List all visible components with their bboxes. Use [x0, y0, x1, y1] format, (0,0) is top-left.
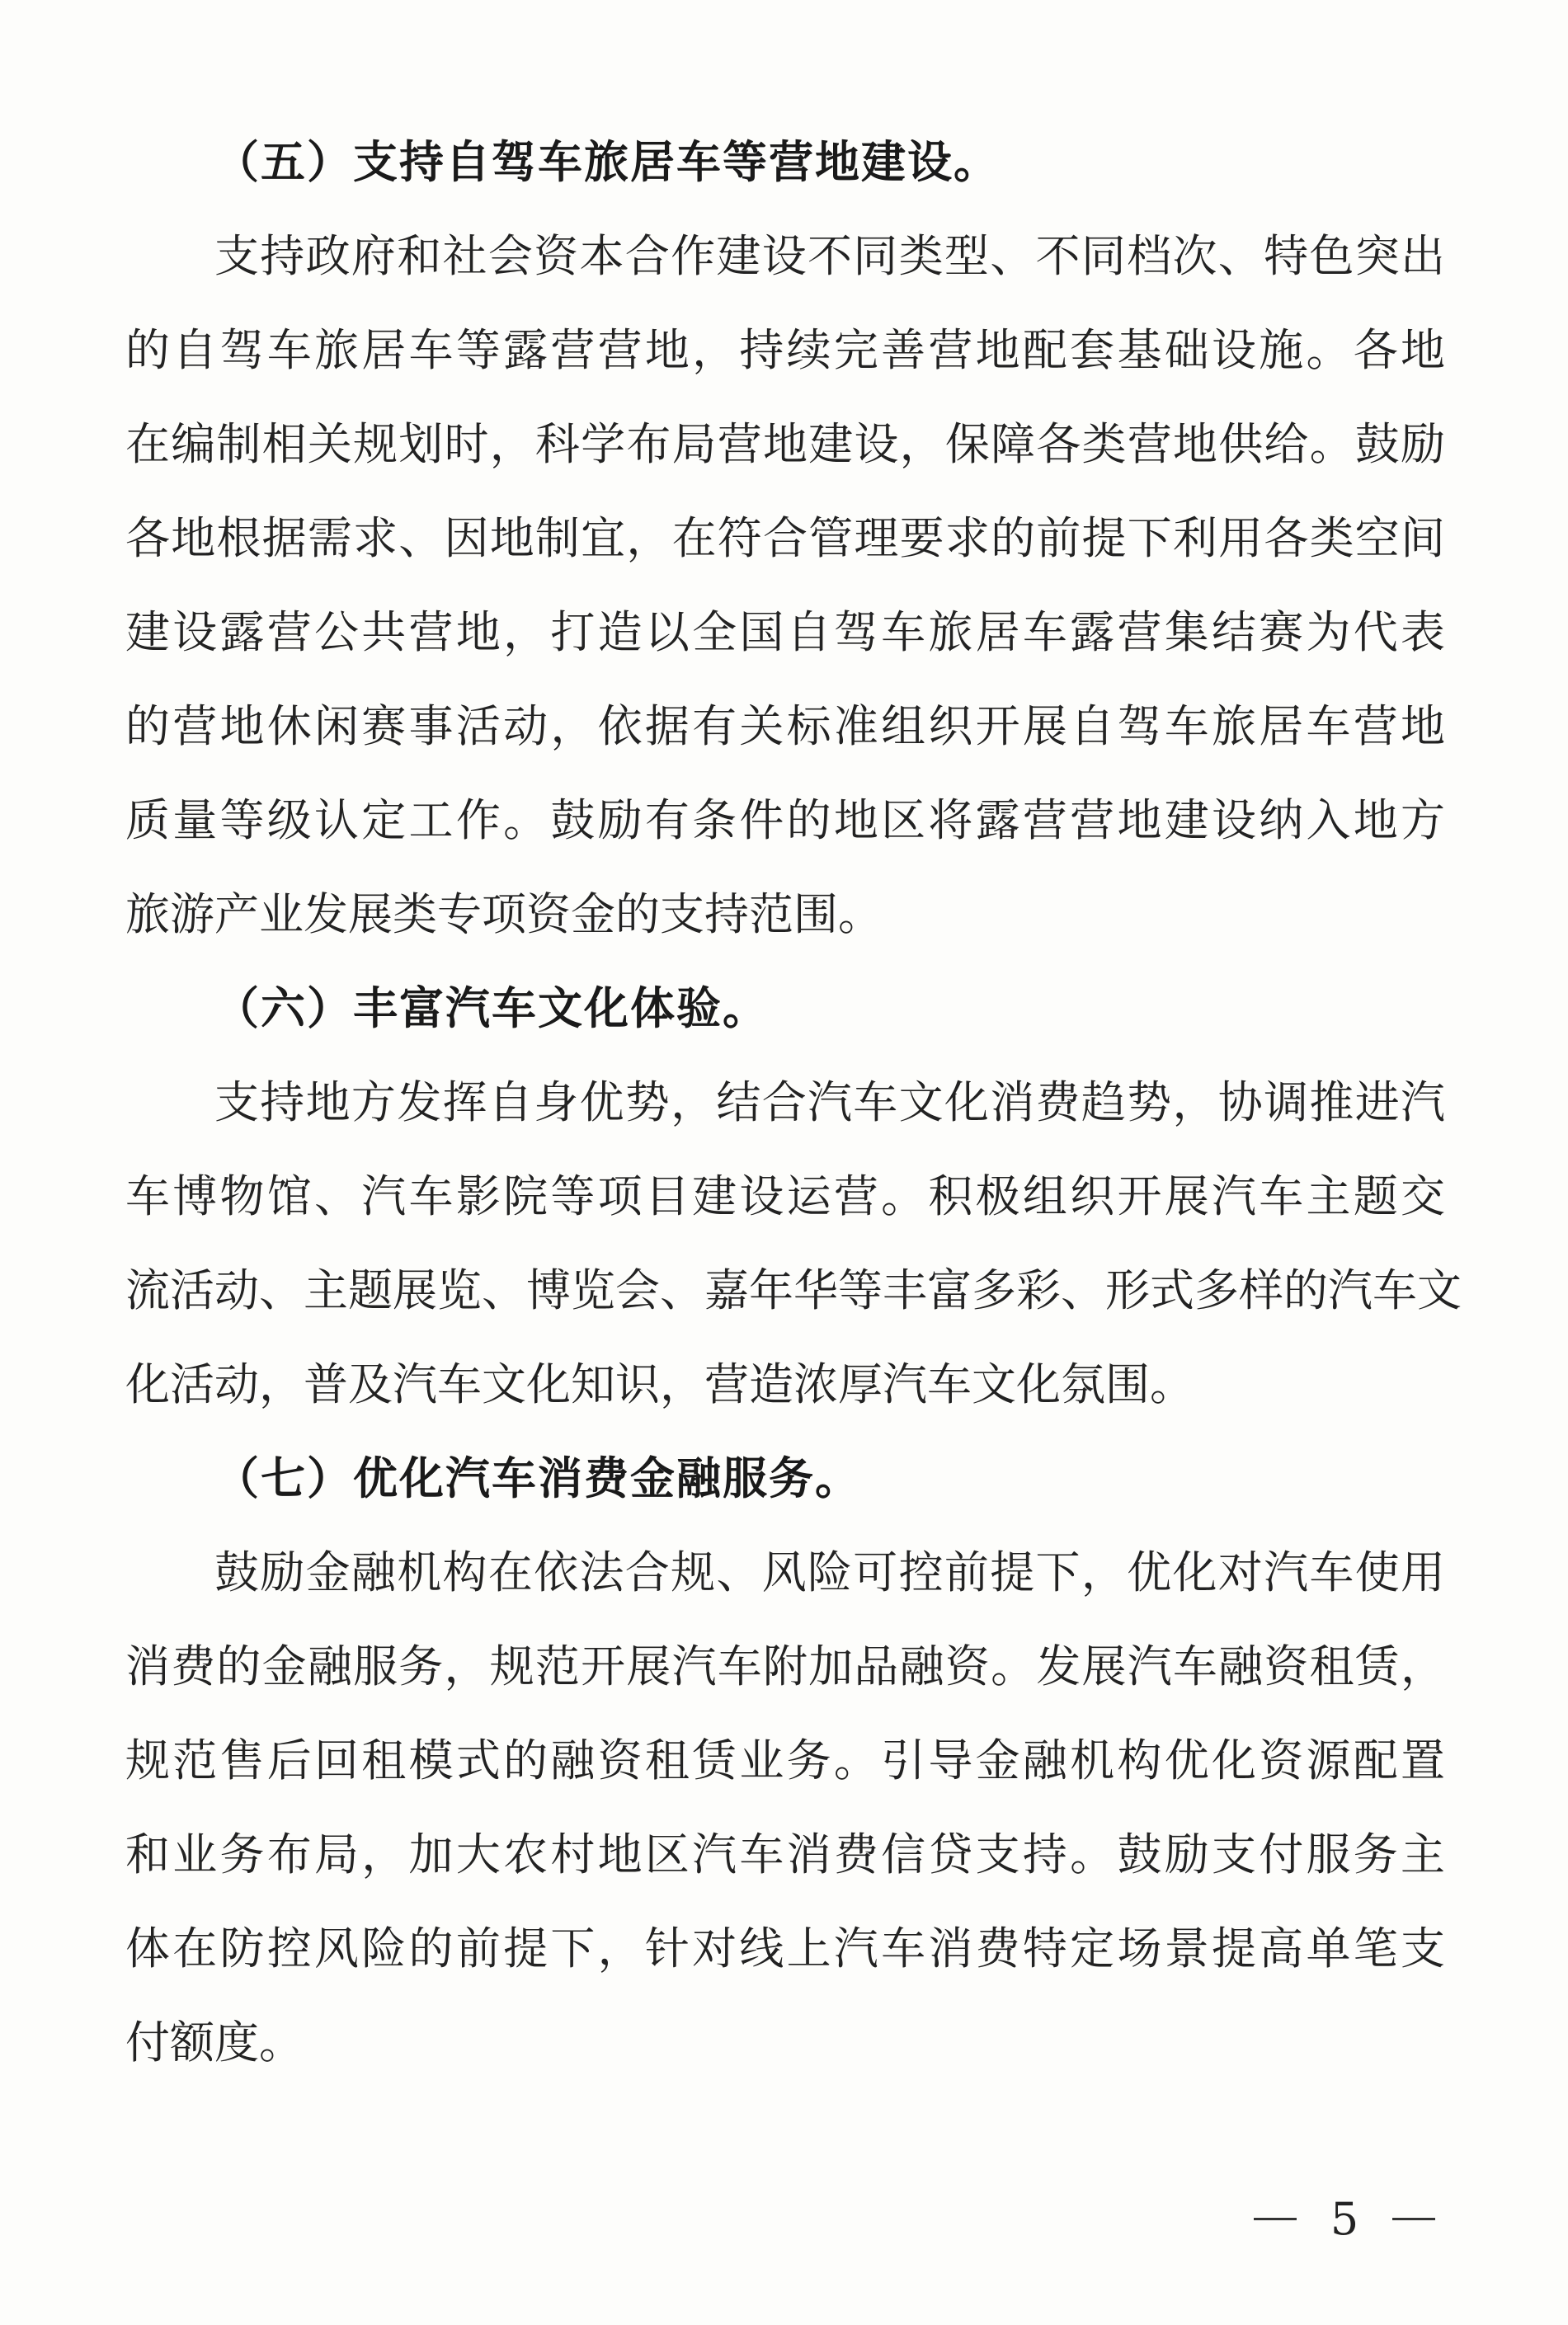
- paragraph-line: 规范售后回租模式的融资租赁业务。引导金融机构优化资源配置: [125, 1734, 1445, 1786]
- paragraph-line: 各地根据需求、因地制宜，在符合管理要求的前提下利用各类空间: [125, 512, 1445, 564]
- paragraph-line: 的营地休闲赛事活动，依据有关标准组织开展自驾车旅居车营地: [125, 700, 1445, 752]
- paragraph-line: 支持地方发挥自身优势，结合汽车文化消费趋势，协调推进汽: [214, 1076, 1445, 1128]
- paragraph-line: 鼓励金融机构在依法合规、风险可控前提下，优化对汽车使用: [214, 1546, 1445, 1598]
- section-paragraph-7: [125, 1526, 1445, 2090]
- section-heading-5: （五）支持自驾车旅居车等营地建设。: [214, 136, 1000, 188]
- paragraph-line: 在编制相关规划时，科学布局营地建设，保障各类营地供给。鼓励: [125, 418, 1445, 470]
- paragraph-line: 化活动，普及汽车文化知识，营造浓厚汽车文化氛围。: [125, 1358, 1194, 1410]
- section-paragraph-5: [125, 209, 1445, 962]
- paragraph-line: 车博物馆、汽车影院等项目建设运营。积极组织开展汽车主题交: [125, 1170, 1445, 1222]
- paragraph-line: 的自驾车旅居车等露营营地，持续完善营地配套基础设施。各地: [125, 324, 1445, 376]
- paragraph-line: 支持政府和社会资本合作建设不同类型、不同档次、特色突出: [214, 230, 1445, 282]
- paragraph-line: 体在防控风险的前提下，针对线上汽车消费特定场景提高单笔支: [125, 1923, 1445, 1974]
- paragraph-line: 流活动、主题展览、博览会、嘉年华等丰富多彩、形式多样的汽车文: [125, 1264, 1462, 1316]
- section-heading-7: （七）优化汽车消费金融服务。: [214, 1452, 861, 1504]
- section-paragraph-6: [125, 1056, 1462, 1432]
- section-heading-6: （六）丰富汽车文化体验。: [214, 982, 769, 1034]
- paragraph-line: 旅游产业发展类专项资金的支持范围。: [125, 888, 883, 940]
- page-number-dash-left: [1254, 2218, 1297, 2220]
- paragraph-line: 付额度。: [125, 2017, 304, 2068]
- page-number-dash-right: [1392, 2218, 1435, 2220]
- paragraph-line: 建设露营公共营地，打造以全国自驾车旅居车露营集结赛为代表: [125, 606, 1445, 658]
- paragraph-line: 质量等级认定工作。鼓励有条件的地区将露营营地建设纳入地方: [125, 794, 1445, 846]
- paragraph-line: 和业务布局，加大农村地区汽车消费信贷支持。鼓励支付服务主: [125, 1828, 1445, 1880]
- page-content: [125, 115, 1462, 2090]
- page-number-value: 5: [1330, 2192, 1359, 2245]
- paragraph-line: 消费的金融服务，规范开展汽车附加品融资。发展汽车融资租赁，: [125, 1640, 1445, 1692]
- page-number: [1254, 2186, 1435, 2252]
